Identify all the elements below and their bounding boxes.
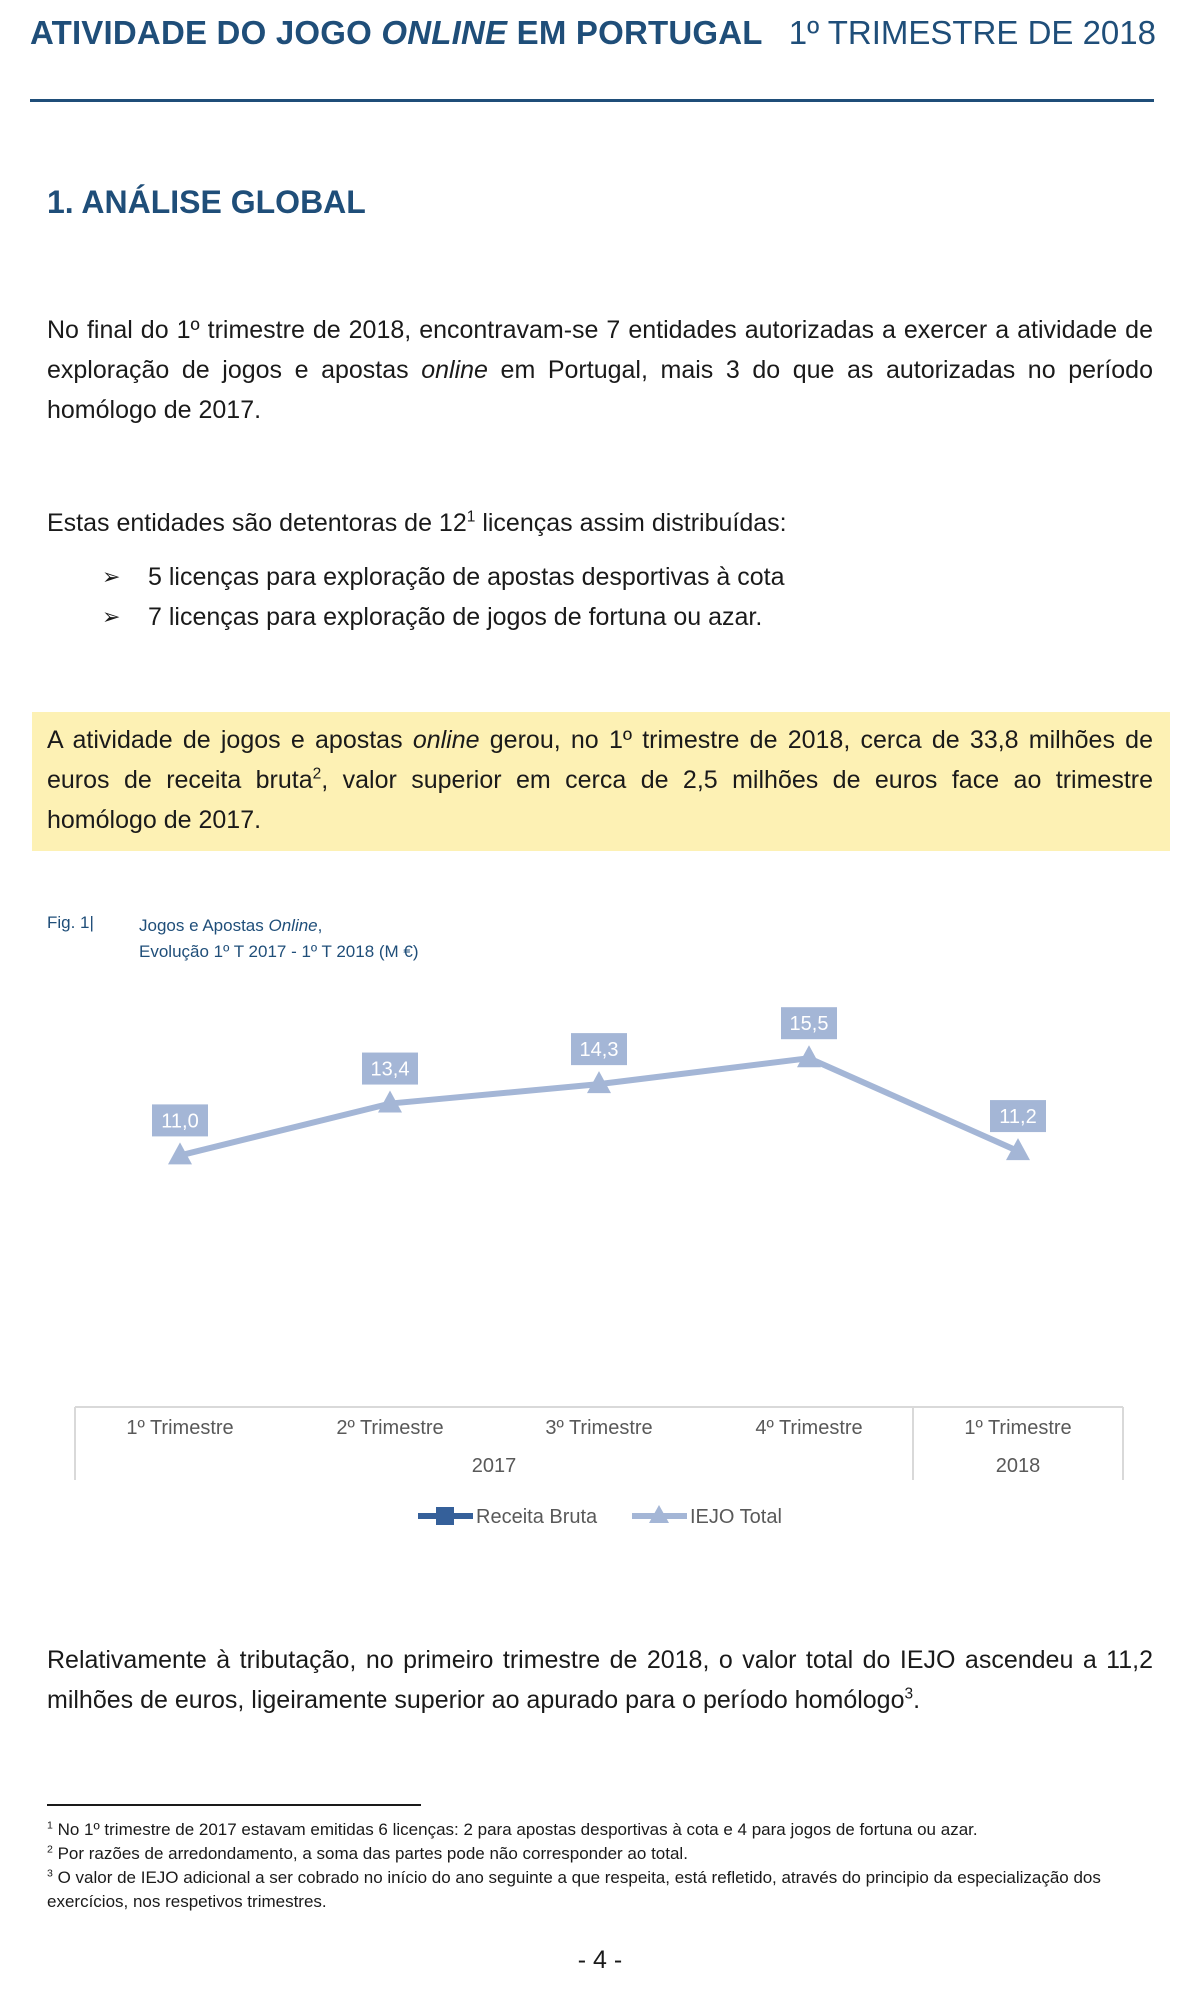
data-point-marker (797, 1045, 821, 1067)
document-header-period: 1º TRIMESTRE DE 2018 (788, 14, 1156, 51)
header-divider (30, 99, 1154, 102)
data-label: 15,5 (789, 1013, 829, 1036)
figure-title: Jogos e Apostas Online, Evolução 1º T 2017 - 1º T 2018 (M €) (139, 916, 419, 961)
legend-label: Receita Bruta (476, 1506, 598, 1528)
x-axis-group-label: 2017 (471, 1455, 517, 1477)
x-axis-tick-label: 3º Trimestre (545, 1417, 653, 1439)
paragraph-entities: No final do 1º trimestre de 2018, encontravam-se 7 entidades autorizadas a exercer a atividade de exploração de jogos e apostas online em Portugal, mais 3 do que as autorizadas no período homólogo de 2017. (47, 316, 1153, 424)
page-number: - 4 - (577, 1946, 623, 1974)
x-axis-tick-label: 2º Trimestre (336, 1417, 444, 1439)
footnote: $^2$ Por razões de arredondamento, a soma das partes pode não corresponder ao total. (47, 1843, 688, 1863)
footnotes (47, 1818, 1157, 1914)
legend-label: IEJO Total (690, 1506, 782, 1528)
paragraph-taxation: Relativamente à tributação, no primeiro trimestre de 2018, o valor total do IEJO ascendeu a 11,2 milhões de euros, ligeiramente superior ao apurado para o período homólogo$^3$. (47, 1646, 1153, 1714)
footnote-separator (47, 1804, 421, 1806)
footnote: $^3$ O valor de IEJO adicional a ser cobrado no início do ano seguinte a que respeita, está refletido, através do principio da especialização dos exercícios, nos respetivos trimestres. (47, 1867, 1101, 1911)
list-item: ➢ 7 licenças para exploração de jogos de fortuna ou azar. (100, 597, 785, 637)
x-axis-group-label: 2018 (995, 1455, 1041, 1477)
paragraph-revenue-highlight: A atividade de jogos e apostas online gerou, no 1º trimestre de 2018, cerca de 33,8 milhões de euros de receita bruta$^2$, valor superior em cerca de 2,5 milhões de euros face ao trimestre homólogo de 2017. (47, 726, 1153, 834)
list-item: ➢ 5 licenças para exploração de apostas desportivas à cota (100, 557, 785, 597)
data-label: 11,2 (999, 1106, 1037, 1129)
x-axis-tick-label: 1º Trimestre (126, 1417, 234, 1439)
arrowhead-icon: ➢ (102, 564, 121, 589)
data-label: 14,3 (579, 1039, 619, 1062)
arrowhead-icon: ➢ (102, 604, 121, 629)
section-title: 1. ANÁLISE GLOBAL (47, 184, 366, 220)
x-axis-tick-label: 4º Trimestre (755, 1417, 863, 1439)
data-label: 13,4 (370, 1058, 410, 1081)
x-axis-tick-label: 1º Trimestre (964, 1417, 1072, 1439)
document-header-title: ATIVIDADE DO JOGO ONLINE EM PORTUGAL (30, 14, 763, 51)
footnote: $^1$ No 1º trimestre de 2017 estavam emitidas 6 licenças: 2 para apostas desportivas à cota e 4 para jogos de fortuna ou azar. (47, 1819, 978, 1839)
data-label: 11,0 (161, 1110, 199, 1133)
licence-list (100, 557, 785, 637)
paragraph-licences: Estas entidades são detentoras de $12^1$ licenças assim distribuídas: (47, 508, 787, 537)
figure-number: Fig. 1| (47, 913, 94, 932)
legend-marker (436, 1507, 454, 1525)
line-chart (0, 990, 1200, 1550)
